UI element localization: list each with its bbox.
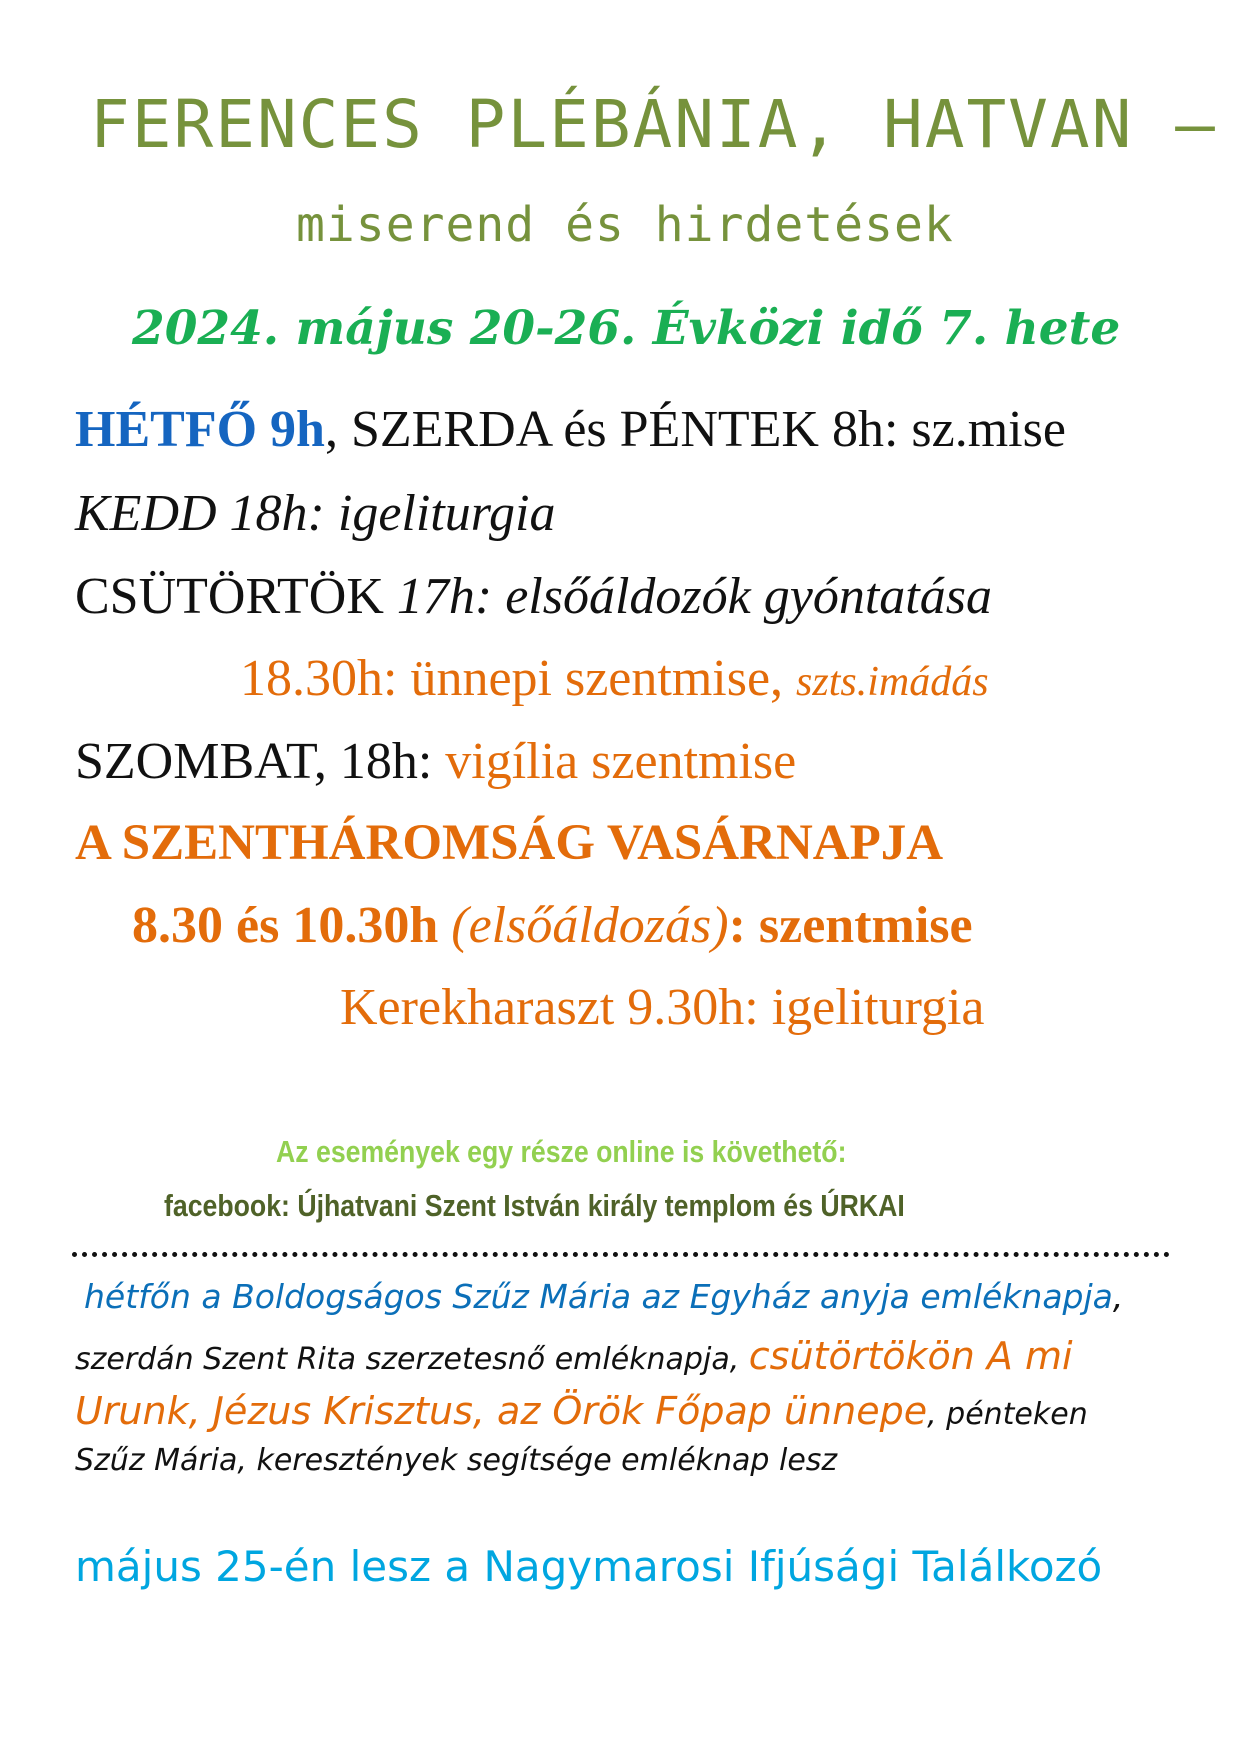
kerekharaszt-liturgy: Kerekharaszt 9.30h: igeliturgia bbox=[340, 979, 985, 1036]
monday-memorial: hétfőn a Boldogságos Szűz Mária az Egyház anyja emléknapja bbox=[84, 1277, 1113, 1316]
schedule-line-monday bbox=[75, 401, 1066, 458]
page-title: FERENCES PLÉBÁNIA, HATVAN – bbox=[90, 86, 1217, 163]
schedule-line-tuesday: KEDD 18h: igeliturgia bbox=[75, 485, 556, 542]
sunday-masses bbox=[132, 897, 973, 954]
vigil-mass: vigília szentmise bbox=[445, 733, 797, 790]
first-communion: (elsőáldozás) bbox=[451, 897, 729, 954]
sunday-heading: A SZENTHÁROMSÁG VASÁRNAPJA bbox=[75, 815, 944, 871]
schedule-line-saturday bbox=[75, 733, 797, 790]
page-subtitle: miserend és hirdetések bbox=[296, 197, 954, 253]
monday-time: HÉTFŐ 9h bbox=[75, 401, 325, 458]
thursday-label: CSÜTÖRTÖK bbox=[75, 568, 397, 625]
thursday-feast-start: csütörtökön A mi bbox=[748, 1334, 1073, 1378]
thursday-feast-end: Urunk, Jézus Krisztus, az Örök Főpap ünnepe bbox=[75, 1389, 928, 1433]
online-note: Az események egy része online is követhető: bbox=[276, 1134, 847, 1169]
weekday-masses: , SZERDA és PÉNTEK 8h: sz.mise bbox=[324, 401, 1066, 458]
notice-line-3 bbox=[75, 1389, 1088, 1433]
thursday-confession: 17h: elsőáldozók gyóntatása bbox=[396, 568, 992, 625]
feast-mass: 18.30h: ünnepi szentmise, bbox=[240, 650, 797, 707]
comma: , bbox=[1112, 1277, 1124, 1316]
schedule-line-feast-mass bbox=[240, 650, 989, 707]
divider bbox=[72, 1252, 1170, 1257]
adoration: szts.imádás bbox=[796, 659, 989, 705]
facebook-info: facebook: Újhatvani Szent István király templom és ÚRKAI bbox=[164, 1188, 905, 1223]
youth-meeting: május 25-én lesz a Nagymarosi Ifjúsági Találkozó bbox=[75, 1542, 1103, 1591]
wednesday-memorial: szerdán Szent Rita szerzetesnő emléknapja, bbox=[75, 1342, 749, 1377]
schedule-line-thursday bbox=[75, 568, 992, 625]
notice-line-1 bbox=[84, 1277, 1124, 1316]
sunday-mass-label: : szentmise bbox=[728, 897, 973, 954]
notice-line-4: Szűz Mária, keresztények segítsége emléknap lesz bbox=[75, 1443, 838, 1478]
notice-line-2 bbox=[75, 1334, 1073, 1378]
week-date: 2024. május 20-26. Évközi idő 7. hete bbox=[132, 301, 1121, 356]
friday-label: , pénteken bbox=[927, 1397, 1088, 1432]
sunday-times: 8.30 és 10.30h bbox=[132, 897, 452, 954]
saturday-label: SZOMBAT, 18h: bbox=[75, 733, 446, 790]
